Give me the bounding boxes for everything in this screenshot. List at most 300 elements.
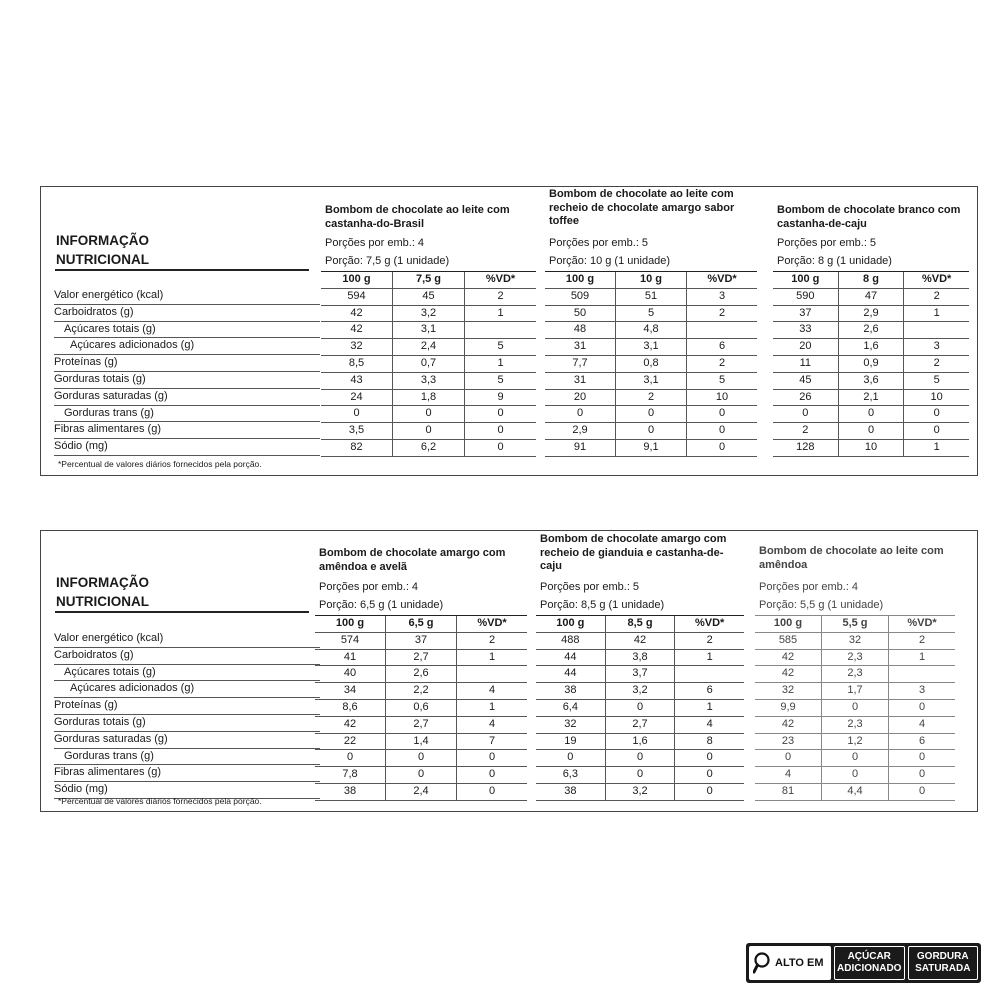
magnifier-icon (753, 952, 773, 974)
table-cell: 1 (488, 650, 496, 663)
table-cell: 41 (315, 650, 386, 666)
label-fiber: Fibras alimentares (g) (54, 765, 320, 782)
table-cell: 2 (497, 289, 504, 302)
table-cell: 574 (315, 633, 386, 649)
alto-em-label: ALTO EM (775, 957, 824, 969)
label-saturated-fat: Gorduras saturadas (g) (54, 389, 320, 406)
table-cell: 0 (616, 406, 687, 422)
table-cell: 2,7 (606, 717, 676, 733)
table-cell: 32 (321, 339, 393, 355)
table-row (755, 717, 955, 734)
table-row (315, 650, 527, 667)
table-cell: 1,2 (822, 734, 889, 750)
portion-size: Porção: 10 g (1 unidade) (549, 255, 671, 267)
table-cell: 6 (718, 340, 726, 353)
table-cell: 2,6 (839, 322, 905, 338)
table-row (773, 356, 969, 373)
table-cell: 9,1 (616, 440, 687, 456)
table-cell: 4 (488, 684, 496, 697)
table-cell: 3,2 (606, 683, 676, 699)
table-cell: 10 (839, 440, 905, 456)
table-cell: 1 (497, 356, 504, 369)
portion-size: Porção: 5,5 g (1 unidade) (759, 599, 884, 611)
table-cell (457, 666, 527, 682)
table-cell: 4 (755, 767, 822, 783)
table-cell: 3,6 (839, 373, 905, 389)
table-cell: 42 (321, 322, 393, 338)
table-cell: 3,1 (616, 373, 687, 389)
table-cell: 23 (755, 734, 822, 750)
table-cell: 8,6 (315, 700, 386, 716)
table-row (545, 373, 757, 390)
label-total-sugars: Açúcares totais (g) (54, 665, 320, 682)
table-cell: 2 (918, 633, 926, 646)
table-cell: 20 (545, 390, 616, 406)
table-cell: 0 (918, 751, 926, 764)
table-cell: 2,9 (839, 306, 905, 322)
table-cell (465, 322, 536, 338)
table-row (773, 390, 969, 407)
table-cell: 47 (839, 289, 905, 305)
table-cell: 4,8 (616, 322, 687, 338)
table-row (755, 683, 955, 700)
table-cell: 0 (393, 423, 465, 439)
table-cell: 0 (393, 406, 465, 422)
table-row (321, 390, 536, 407)
table-cell: 0 (386, 767, 457, 783)
table-cell: 509 (545, 289, 616, 305)
table-row (315, 683, 527, 700)
table-row (321, 289, 536, 306)
title-rule (55, 269, 309, 271)
table-cell: 7 (488, 734, 496, 747)
table-cell: 0 (706, 751, 713, 764)
product-name: Bombom de chocolate branco com castanha-de-caju (777, 204, 961, 230)
label-total-sugars: Açúcares totais (g) (54, 322, 320, 339)
table-cell: 3,1 (393, 322, 465, 338)
table-cell: 4 (706, 717, 713, 730)
table-cell: 2 (488, 633, 496, 646)
table-cell (687, 322, 757, 338)
table-cell: 5 (497, 373, 504, 386)
table-row (773, 306, 969, 323)
table-cell: 37 (386, 633, 457, 649)
table-header-row: 100 g 5,5 g %VD* (755, 616, 955, 633)
table-cell: 0 (718, 407, 726, 420)
table-cell: 5 (718, 373, 726, 386)
table-row (545, 356, 757, 373)
table-cell (675, 666, 744, 682)
table-cell: 0 (918, 700, 926, 713)
portions-per-pack: Porções por emb.: 5 (777, 237, 877, 249)
table-cell: 0,6 (386, 700, 457, 716)
portions-per-pack: Porções por emb.: 4 (759, 581, 859, 593)
table-row (773, 322, 969, 339)
table-cell: 2 (933, 289, 940, 302)
label-fiber: Fibras alimentares (g) (54, 422, 320, 439)
table-row (545, 339, 757, 356)
table-cell: 1 (933, 306, 940, 319)
table-cell: 0 (606, 767, 676, 783)
nutrition-table (773, 271, 969, 457)
table-cell: 31 (545, 373, 616, 389)
alto-em-box (749, 946, 831, 980)
table-cell: 2 (933, 356, 940, 369)
portion-size: Porção: 8 g (1 unidade) (777, 255, 892, 267)
table-cell: 43 (321, 373, 393, 389)
table-cell: 0 (616, 423, 687, 439)
table-cell: 20 (773, 339, 839, 355)
table-row (536, 750, 744, 767)
table-cell: 7,8 (315, 767, 386, 783)
table-cell: 2 (718, 306, 726, 319)
table-cell: 0 (822, 750, 889, 766)
table-cell: 42 (755, 666, 822, 682)
table-cell: 45 (393, 289, 465, 305)
table-row (536, 767, 744, 784)
footnote: *Percentual de valores diários fornecidos pela porção. (58, 459, 262, 469)
table-cell: 3 (718, 289, 726, 302)
table-cell: 3,2 (606, 784, 676, 800)
table-row (536, 650, 744, 667)
table-cell: 2 (773, 423, 839, 439)
table-cell: 1,6 (606, 734, 676, 750)
table-cell: 24 (321, 390, 393, 406)
table-cell: 1,8 (393, 390, 465, 406)
table-cell: 0 (606, 750, 676, 766)
panel-1-title: INFORMAÇÃO NUTRICIONAL (56, 233, 149, 267)
table-cell: 2,3 (822, 717, 889, 733)
table-cell (904, 322, 969, 338)
table-cell: 2,7 (386, 650, 457, 666)
table-cell: 32 (822, 633, 889, 649)
table-row (315, 666, 527, 683)
table-cell: 3 (918, 684, 926, 697)
table-row (536, 784, 744, 801)
table-cell: 3,5 (321, 423, 393, 439)
table-cell: 8 (706, 734, 713, 747)
table-cell: 0 (718, 440, 726, 453)
table-cell: 1,4 (386, 734, 457, 750)
table-row (321, 339, 536, 356)
table-cell: 1 (497, 306, 504, 319)
label-saturated-fat: Gorduras saturadas (g) (54, 732, 320, 749)
table-cell: 45 (773, 373, 839, 389)
label-sodium: Sódio (mg) (54, 782, 320, 799)
table-header-row: 100 g 8 g %VD* (773, 272, 969, 289)
table-cell: 0 (488, 768, 496, 781)
product-name: Bombom de chocolate ao leite com castanha-do-Brasil (325, 204, 510, 230)
product-column (773, 187, 969, 457)
table-cell: 5 (616, 306, 687, 322)
table-header-row: 100 g 7,5 g %VD* (321, 272, 536, 289)
product-column (545, 187, 757, 457)
nutrition-table (545, 271, 757, 457)
table-cell: 1 (918, 650, 926, 663)
table-row (315, 633, 527, 650)
table-cell: 6,2 (393, 440, 465, 456)
table-cell: 2 (718, 356, 726, 369)
product-column (321, 187, 536, 457)
table-cell: 33 (773, 322, 839, 338)
table-cell: 1,7 (822, 683, 889, 699)
table-cell: 1,6 (839, 339, 905, 355)
table-cell: 0,7 (393, 356, 465, 372)
table-cell: 2,2 (386, 683, 457, 699)
table-header-row: 100 g 8,5 g %VD* (536, 616, 744, 633)
table-row (536, 717, 744, 734)
nutrition-table (755, 615, 955, 801)
table-cell: 44 (536, 666, 606, 682)
table-cell: 0 (497, 440, 504, 453)
table-cell: 50 (545, 306, 616, 322)
table-cell: 3,1 (616, 339, 687, 355)
table-cell: 37 (773, 306, 839, 322)
table-row (545, 440, 757, 457)
table-cell: 6,3 (536, 767, 606, 783)
table-cell: 2,1 (839, 390, 905, 406)
table-cell: 4 (488, 717, 496, 730)
saturated-fat-warning: GORDURA SATURADA (908, 946, 979, 980)
table-cell: 38 (315, 784, 386, 800)
table-row (536, 734, 744, 751)
table-cell: 128 (773, 440, 839, 456)
table-cell: 0 (497, 424, 504, 437)
label-trans-fat: Gorduras trans (g) (54, 749, 320, 766)
table-cell: 0 (918, 784, 926, 797)
table-cell: 0 (321, 406, 393, 422)
product-name: Bombom de chocolate amargo com recheio de gianduia e castanha-de-caju (540, 533, 727, 572)
table-row (773, 339, 969, 356)
table-cell: 1 (706, 650, 713, 663)
table-cell: 81 (755, 784, 822, 800)
table-cell: 6 (918, 734, 926, 747)
table-row (321, 306, 536, 323)
portions-per-pack: Porções por emb.: 4 (325, 237, 425, 249)
label-carbs: Carboidratos (g) (54, 305, 320, 322)
table-cell: 42 (755, 650, 822, 666)
portion-size: Porção: 6,5 g (1 unidade) (319, 599, 444, 611)
table-cell: 0 (918, 768, 926, 781)
table-row (545, 322, 757, 339)
product-column (536, 531, 744, 797)
table-row (321, 373, 536, 390)
table-cell: 3,8 (606, 650, 676, 666)
table-cell: 5 (497, 340, 504, 353)
table-row (545, 406, 757, 423)
table-cell: 1 (488, 700, 496, 713)
table-row (545, 289, 757, 306)
table-cell: 2 (616, 390, 687, 406)
table-cell: 38 (536, 784, 606, 800)
nutrition-table (315, 615, 527, 801)
table-cell: 9,9 (755, 700, 822, 716)
table-row (536, 683, 744, 700)
table-cell: 0 (706, 784, 713, 797)
nutrition-panel-2 (40, 530, 978, 812)
table-cell: 0 (536, 750, 606, 766)
table-row (321, 423, 536, 440)
table-cell: 10 (715, 390, 729, 403)
table-cell: 0 (606, 700, 676, 716)
table-row (545, 423, 757, 440)
table-cell: 42 (606, 633, 676, 649)
table-row (755, 650, 955, 667)
table-row (545, 390, 757, 407)
nutrient-labels (54, 288, 320, 456)
label-total-fat: Gorduras totais (g) (54, 372, 320, 389)
table-cell: 0 (839, 406, 905, 422)
table-row (315, 784, 527, 801)
table-cell: 1 (706, 700, 713, 713)
table-cell: 0 (822, 700, 889, 716)
table-cell: 42 (315, 717, 386, 733)
table-cell: 34 (315, 683, 386, 699)
table-cell: 590 (773, 289, 839, 305)
table-cell: 2,6 (386, 666, 457, 682)
table-row (755, 633, 955, 650)
nutrition-panel-1 (40, 186, 978, 476)
table-cell: 2 (706, 633, 713, 646)
table-cell: 0 (497, 407, 504, 420)
table-row (773, 406, 969, 423)
table-cell: 0 (773, 406, 839, 422)
table-cell: 44 (536, 650, 606, 666)
label-energy: Valor energético (kcal) (54, 288, 320, 305)
table-row (755, 767, 955, 784)
table-row (315, 750, 527, 767)
table-cell: 40 (315, 666, 386, 682)
table-cell: 10 (930, 390, 943, 403)
product-column (315, 531, 527, 797)
label-trans-fat: Gorduras trans (g) (54, 406, 320, 423)
table-cell: 48 (545, 322, 616, 338)
table-cell: 11 (773, 356, 839, 372)
table-cell: 82 (321, 440, 393, 456)
nutrition-table (321, 271, 536, 457)
table-cell: 0 (933, 424, 940, 437)
table-cell: 0,8 (616, 356, 687, 372)
table-cell: 32 (536, 717, 606, 733)
table-row (755, 734, 955, 751)
table-cell: 2,3 (822, 650, 889, 666)
table-cell: 6 (706, 684, 713, 697)
front-label-warning-badge (746, 943, 981, 983)
portion-size: Porção: 8,5 g (1 unidade) (540, 599, 665, 611)
table-cell: 0 (933, 407, 940, 420)
label-sodium: Sódio (mg) (54, 439, 320, 456)
table-cell: 1 (933, 440, 940, 453)
table-cell: 42 (321, 306, 393, 322)
table-cell: 0 (822, 767, 889, 783)
table-cell: 0 (718, 424, 726, 437)
table-cell: 4,4 (822, 784, 889, 800)
portions-per-pack: Porções por emb.: 5 (549, 237, 649, 249)
table-cell: 38 (536, 683, 606, 699)
product-name: Bombom de chocolate amargo com amêndoa e avelã (319, 547, 506, 573)
table-cell: 7,7 (545, 356, 616, 372)
label-added-sugars: Açúcares adicionados (g) (54, 681, 320, 698)
portions-per-pack: Porções por emb.: 5 (540, 581, 640, 593)
table-row (315, 734, 527, 751)
table-cell: 2,4 (393, 339, 465, 355)
table-row (755, 750, 955, 767)
table-cell: 6,4 (536, 700, 606, 716)
table-cell: 26 (773, 390, 839, 406)
table-row (315, 700, 527, 717)
table-row (545, 306, 757, 323)
label-protein: Proteínas (g) (54, 355, 320, 372)
table-row (321, 322, 536, 339)
table-cell: 0 (386, 750, 457, 766)
table-cell: 0 (488, 784, 496, 797)
table-cell (889, 666, 955, 682)
table-row (773, 440, 969, 457)
table-cell: 3,3 (393, 373, 465, 389)
table-cell: 31 (545, 339, 616, 355)
product-name: Bombom de chocolate ao leite com recheio de chocolate amargo sabor toffee (549, 188, 735, 227)
table-row (536, 666, 744, 683)
table-cell: 0 (488, 751, 496, 764)
table-row (315, 767, 527, 784)
product-name: Bombom de chocolate ao leite com amêndoa (759, 545, 944, 571)
table-cell: 9 (497, 390, 504, 403)
table-cell: 585 (755, 633, 822, 649)
table-row (755, 666, 955, 683)
table-cell: 5 (933, 373, 940, 386)
title-rule (55, 611, 309, 613)
table-cell: 2,9 (545, 423, 616, 439)
table-cell: 594 (321, 289, 393, 305)
label-energy: Valor energético (kcal) (54, 631, 320, 648)
table-cell: 91 (545, 440, 616, 456)
table-row (321, 406, 536, 423)
table-row (755, 700, 955, 717)
table-cell: 19 (536, 734, 606, 750)
table-cell: 3,7 (606, 666, 676, 682)
table-cell: 2,4 (386, 784, 457, 800)
label-total-fat: Gorduras totais (g) (54, 715, 320, 732)
table-cell: 3,2 (393, 306, 465, 322)
table-cell: 3 (933, 340, 940, 353)
table-cell: 0 (839, 423, 905, 439)
table-row (773, 289, 969, 306)
table-cell: 0 (545, 406, 616, 422)
table-cell: 22 (315, 734, 386, 750)
table-row (321, 440, 536, 457)
table-cell: 2,7 (386, 717, 457, 733)
panel-2-title: INFORMAÇÃO NUTRICIONAL (56, 575, 149, 609)
table-cell: 42 (755, 717, 822, 733)
product-column (755, 531, 955, 797)
table-row (321, 356, 536, 373)
table-cell: 0 (706, 768, 713, 781)
table-row (536, 633, 744, 650)
nutrition-table (536, 615, 744, 801)
table-row (773, 423, 969, 440)
table-header-row: 100 g 10 g %VD* (545, 272, 757, 289)
portion-size: Porção: 7,5 g (1 unidade) (325, 255, 450, 267)
table-cell: 32 (755, 683, 822, 699)
table-cell: 488 (536, 633, 606, 649)
portions-per-pack: Porções por emb.: 4 (319, 581, 419, 593)
label-added-sugars: Açúcares adicionados (g) (54, 338, 320, 355)
footnote: *Percentual de valores diários fornecidos pela porção. (58, 796, 262, 806)
label-protein: Proteínas (g) (54, 698, 320, 715)
table-row (536, 700, 744, 717)
added-sugar-warning: AÇÚCAR ADICIONADO (834, 946, 905, 980)
table-cell: 51 (616, 289, 687, 305)
